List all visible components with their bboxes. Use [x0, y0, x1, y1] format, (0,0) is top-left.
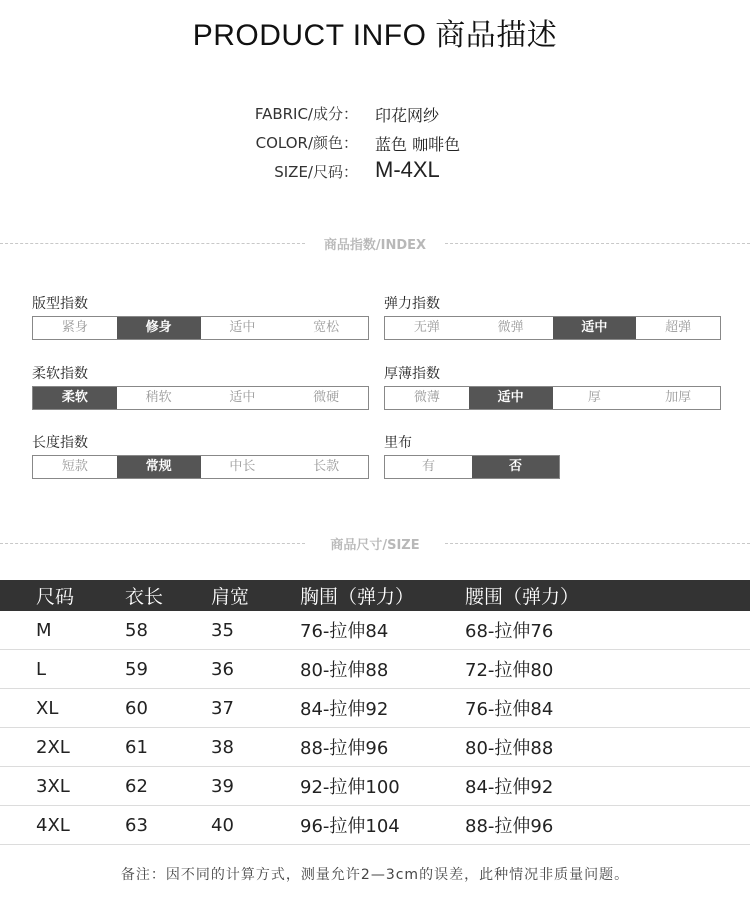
table-cell: 96-拉伸104	[300, 816, 400, 837]
index-block	[384, 294, 721, 340]
index-option: 无弹	[413, 320, 440, 335]
info-label: SIZE/尺码：	[274, 163, 358, 181]
index-title: 厚薄指数	[384, 366, 440, 382]
size-table-header	[0, 580, 750, 611]
info-value: M-4XL	[375, 157, 440, 182]
header-cell: 肩宽	[211, 586, 250, 608]
table-cell: 3XL	[36, 775, 70, 797]
index-option: 微硬	[313, 390, 340, 405]
index-scale	[32, 316, 369, 340]
table-cell: 61	[125, 736, 148, 758]
table-cell: 92-拉伸100	[300, 777, 400, 798]
index-block	[384, 364, 721, 410]
header-cell: 衣长	[125, 586, 164, 608]
header-cell: 胸围（弹力）	[300, 586, 415, 608]
info-label: FABRIC/成分：	[254, 105, 358, 123]
page-title: PRODUCT INFO 商品描述	[192, 19, 558, 52]
table-cell: 88-拉伸96	[300, 738, 389, 759]
footnote: 备注：因不同的计算方式，测量允许2—3cm的误差，此种情况非质量问题。	[120, 867, 630, 883]
index-option: 适中	[469, 387, 553, 409]
index-option: 柔软	[33, 387, 117, 409]
info-label: COLOR/颜色：	[255, 134, 358, 152]
info-value: 印花网纱	[375, 106, 440, 125]
table-cell: 63	[125, 814, 148, 836]
index-divider-label: 商品指数/INDEX	[316, 238, 434, 253]
index-option: 有	[421, 459, 435, 474]
table-cell: 37	[211, 697, 234, 719]
table-cell: 88-拉伸96	[465, 816, 554, 837]
index-option: 宽松	[313, 320, 340, 335]
table-cell: 62	[125, 775, 148, 797]
index-option: 超弹	[665, 320, 692, 335]
table-row	[0, 611, 750, 650]
table-cell: XL	[36, 697, 59, 719]
table-row	[0, 650, 750, 689]
table-cell: 59	[125, 658, 148, 680]
index-title: 里布	[384, 435, 412, 451]
table-cell: 36	[211, 658, 234, 680]
table-cell: 58	[125, 619, 148, 641]
index-option: 微薄	[413, 390, 440, 405]
table-cell: 60	[125, 697, 148, 719]
index-block	[32, 294, 369, 340]
index-option: 修身	[117, 317, 201, 339]
index-scale	[32, 386, 369, 410]
product-info	[0, 103, 750, 190]
info-row-fabric	[0, 103, 750, 132]
index-option: 微弹	[497, 320, 524, 335]
index-scale	[384, 386, 721, 410]
table-cell: 39	[211, 775, 234, 797]
table-cell: L	[36, 658, 47, 680]
table-row	[0, 689, 750, 728]
index-option: 适中	[229, 390, 256, 405]
index-block	[32, 364, 369, 410]
index-option: 紧身	[61, 320, 88, 335]
info-row-size	[0, 157, 750, 190]
table-cell: 38	[211, 736, 234, 758]
index-scale	[32, 455, 369, 479]
index-option: 加厚	[665, 390, 692, 405]
table-cell: 35	[211, 619, 234, 641]
table-cell: 76-拉伸84	[300, 621, 389, 642]
index-title: 弹力指数	[384, 296, 440, 312]
table-cell: 40	[211, 814, 234, 836]
index-title: 长度指数	[32, 435, 88, 451]
header-cell: 腰围（弹力）	[465, 586, 580, 608]
table-cell: 72-拉伸80	[465, 660, 554, 681]
table-cell: 84-拉伸92	[300, 699, 389, 720]
index-option: 适中	[229, 320, 256, 335]
index-option: 长款	[313, 459, 340, 474]
size-divider-label: 商品尺寸/SIZE	[322, 538, 427, 553]
index-block	[32, 433, 369, 479]
table-cell: 80-拉伸88	[465, 738, 554, 759]
index-option: 适中	[553, 317, 637, 339]
index-title: 柔软指数	[32, 366, 88, 382]
index-divider	[0, 234, 750, 254]
index-block	[384, 433, 560, 479]
index-option: 短款	[61, 459, 88, 474]
table-cell: 76-拉伸84	[465, 699, 554, 720]
table-cell: 80-拉伸88	[300, 660, 389, 681]
index-scale	[384, 316, 721, 340]
table-cell: 2XL	[36, 736, 70, 758]
size-rows	[0, 611, 750, 845]
index-option: 稍软	[145, 390, 172, 405]
table-cell: M	[36, 619, 52, 641]
index-option: 否	[472, 456, 559, 478]
info-value: 蓝色 咖啡色	[375, 135, 461, 154]
index-scale	[384, 455, 560, 479]
index-option: 厚	[587, 390, 601, 405]
table-cell: 84-拉伸92	[465, 777, 554, 798]
index-title: 版型指数	[32, 296, 88, 312]
size-table	[0, 580, 750, 845]
size-divider	[0, 534, 750, 554]
table-cell: 68-拉伸76	[465, 621, 554, 642]
index-option: 中长	[229, 459, 256, 474]
table-cell: 4XL	[36, 814, 70, 836]
table-row	[0, 728, 750, 767]
header-cell: 尺码	[36, 586, 75, 608]
table-row	[0, 767, 750, 806]
table-row	[0, 806, 750, 845]
index-option: 常规	[117, 456, 201, 478]
